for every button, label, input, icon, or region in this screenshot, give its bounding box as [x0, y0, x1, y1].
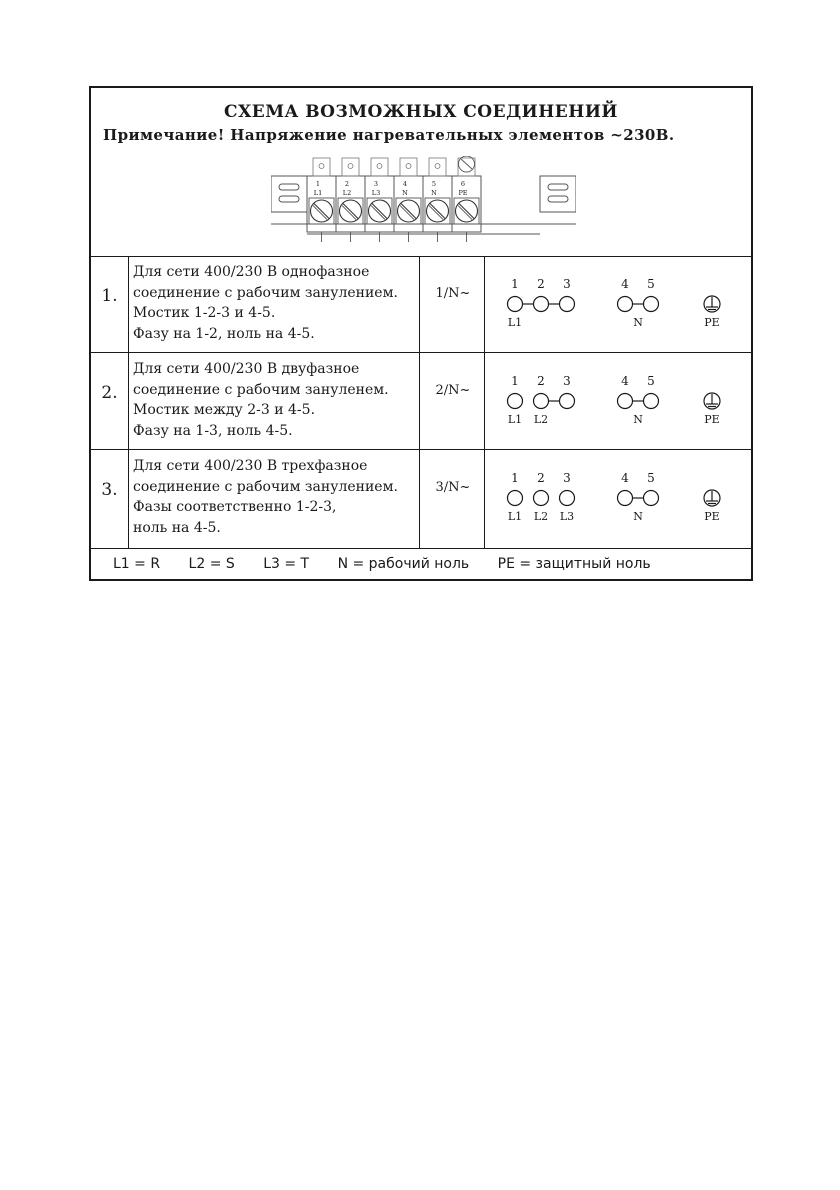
terminal-number: 3 [563, 277, 571, 291]
legend [113, 556, 675, 572]
neutral-label: N [633, 316, 643, 329]
neutral-label: N [633, 510, 643, 523]
description-line: Мостик между 2-3 и 4-5. [133, 402, 316, 418]
terminal-number: 2 [537, 277, 545, 291]
terminal-number: 2 [344, 180, 350, 188]
neutral-label: N [633, 413, 643, 426]
voltage-note: Примечание! Напряжение нагревательных элементов ~230В. [103, 126, 675, 144]
phase-label: L1 [507, 316, 523, 329]
terminal-number: 5 [647, 277, 655, 291]
terminal-number: 1 [315, 180, 321, 188]
legend-item: L2 = S [188, 556, 235, 572]
row-number: 2. [101, 383, 118, 403]
description-line: соединение с рабочим зануленем. [133, 381, 389, 398]
legend-divider [91, 548, 751, 549]
terminal-label: PE [458, 189, 468, 197]
connection-code: 1/N~ [435, 286, 471, 301]
description-line: Для сети 400/230 В трехфазное [133, 458, 368, 474]
terminal-label: L3 [371, 189, 381, 197]
terminal-block-illustration [271, 156, 576, 248]
terminal-number: 4 [621, 374, 629, 388]
terminal-number: 5 [647, 471, 655, 485]
terminal-number: 4 [402, 180, 408, 188]
row-number: 1. [101, 286, 118, 306]
row-number: 3. [101, 480, 118, 500]
description-line: соединение с рабочим занулением. [133, 284, 398, 301]
terminal-number: 6 [460, 180, 466, 188]
legend-item: L1 = R [113, 556, 161, 572]
terminal-label: N [402, 189, 408, 197]
phase-label: L1 [507, 413, 523, 426]
phase-label: L2 [533, 510, 549, 523]
table-row [91, 256, 751, 353]
legend-item: L3 = T [263, 556, 310, 572]
phase-label: L1 [507, 510, 523, 523]
table-row [91, 353, 751, 450]
terminal-number: 1 [511, 277, 519, 291]
terminal-label: N [431, 189, 437, 197]
terminal-number: 5 [647, 374, 655, 388]
terminal-number: 4 [621, 471, 629, 485]
terminal-number: 3 [563, 374, 571, 388]
terminal-label: L1 [313, 189, 323, 197]
terminal-number: 1 [511, 374, 519, 388]
terminal-number: 5 [431, 180, 437, 188]
terminal-number: 2 [537, 374, 545, 388]
pe-label: PE [704, 510, 720, 523]
row-description [133, 262, 418, 344]
table-row [91, 450, 751, 547]
row-description [133, 359, 418, 441]
row-description [133, 456, 418, 538]
page-title: СХЕМА ВОЗМОЖНЫХ СОЕДИНЕНИЙ [224, 102, 618, 122]
wiring-diagram [499, 468, 739, 528]
wiring-diagram [499, 274, 739, 334]
connection-code: 2/N~ [435, 383, 471, 398]
legend-item: PE = защитный ноль [497, 556, 651, 572]
wiring-diagram [499, 371, 739, 431]
terminal-number: 1 [511, 471, 519, 485]
phase-label: L2 [533, 413, 549, 426]
terminal-number: 2 [537, 471, 545, 485]
description-line: Фазу на 1-2, ноль на 4-5. [133, 325, 315, 342]
description-line: Для сети 400/230 В однофазное [133, 264, 370, 280]
description-line: Фазу на 1-3, ноль 4-5. [133, 422, 293, 439]
terminal-number: 3 [373, 180, 379, 188]
description-line: Фазы соответственно 1-2-3, [133, 499, 337, 515]
terminal-label: L2 [342, 189, 352, 197]
description-line: ноль на 4-5. [133, 519, 221, 536]
legend-item: N = рабочий ноль [337, 556, 470, 572]
connection-code: 3/N~ [435, 480, 471, 495]
terminal-number: 3 [563, 471, 571, 485]
description-line: Для сети 400/230 В двуфазное [133, 361, 360, 377]
phase-label: L3 [559, 510, 575, 523]
pe-label: PE [704, 413, 720, 426]
terminal-number: 4 [621, 277, 629, 291]
pe-label: PE [704, 316, 720, 329]
description-line: Мостик 1-2-3 и 4-5. [133, 305, 276, 321]
connection-scheme-frame [89, 86, 753, 581]
description-line: соединение с рабочим занулением. [133, 478, 398, 495]
